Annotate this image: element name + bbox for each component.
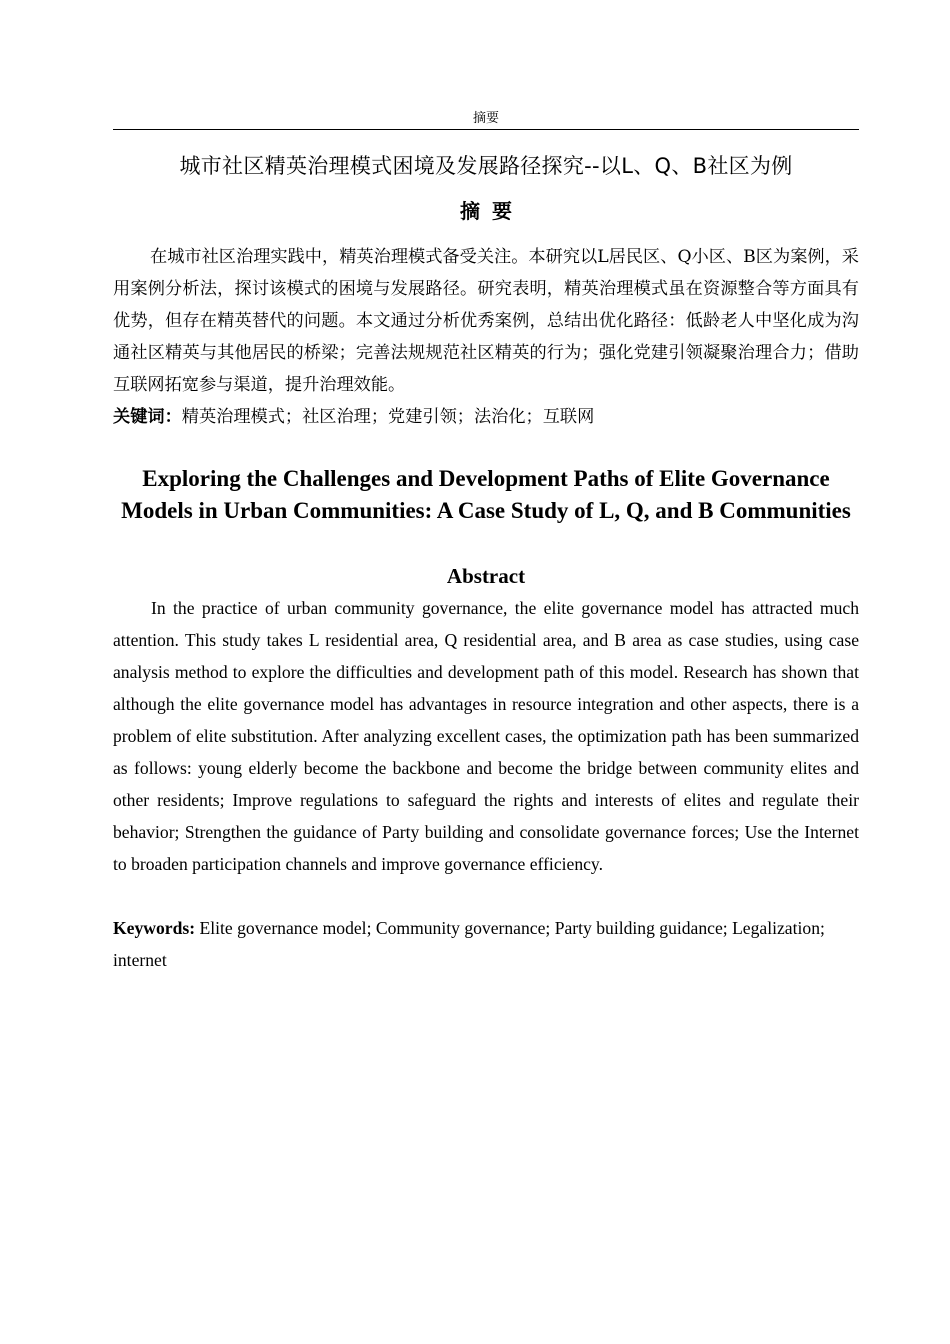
english-abstract-heading: Abstract <box>446 564 526 588</box>
chinese-keywords-label: 关键词： <box>113 407 182 427</box>
english-title: Exploring the Challenges and Development Paths of Elite Governance Models in Urban Communities: A Case Study of L, Q, and B Communities <box>121 466 851 523</box>
running-header: 摘要 <box>472 111 499 126</box>
chinese-abstract-heading: 摘要 <box>460 199 524 223</box>
english-abstract-body: In the practice of urban community governance, the elite governance model has attracted much attention. This study takes L residential area, Q residential area, and B area as case studies, using case analysis method to explore the difficulties and development path of this model. Research has shown that although the elite governance model has advantages in resource integration and other aspects, there is a problem of elite substitution. After analyzing excellent cases, the optimization path has been summarized as follows: young elderly become the backbone and become the bridge between community elites and other residents; Improve regulations to safeguard the rights and interests of elites and regulate their behavior; Strengthen the guidance of Party building and consolidate governance forces; Use the Internet to broaden participation channels and improve governance efficiency. <box>113 598 859 874</box>
chinese-keywords <box>113 401 859 433</box>
chinese-title: 城市社区精英治理模式困境及发展路径探究--以L、Q、B社区为例 <box>179 154 793 178</box>
english-keywords-label: Keywords: <box>113 918 196 938</box>
chinese-abstract-body: 在城市社区治理实践中，精英治理模式备受关注。本研究以L居民区、Q小区、B区为案例，采用案例分析法，探讨该模式的困境与发展路径。研究表明，精英治理模式虽在资源整合等方面具有优势，但存在精英替代的问题。本文通过分析优秀案例，总结出优化路径：低龄老人中坚化成为沟通社区精英与其他居民的桥梁；完善法规规范社区精英的行为；强化党建引领凝聚治理合力；借助互联网拓宽参与渠道，提升治理效能。 <box>113 247 859 395</box>
english-keywords <box>113 912 859 976</box>
chinese-keywords-text: 精英治理模式；社区治理；党建引领；法治化；互联网 <box>181 407 595 427</box>
header-rule <box>113 129 859 130</box>
english-keywords-text: Elite governance model; Community governance; Party building guidance; Legalization; internet <box>113 918 825 970</box>
